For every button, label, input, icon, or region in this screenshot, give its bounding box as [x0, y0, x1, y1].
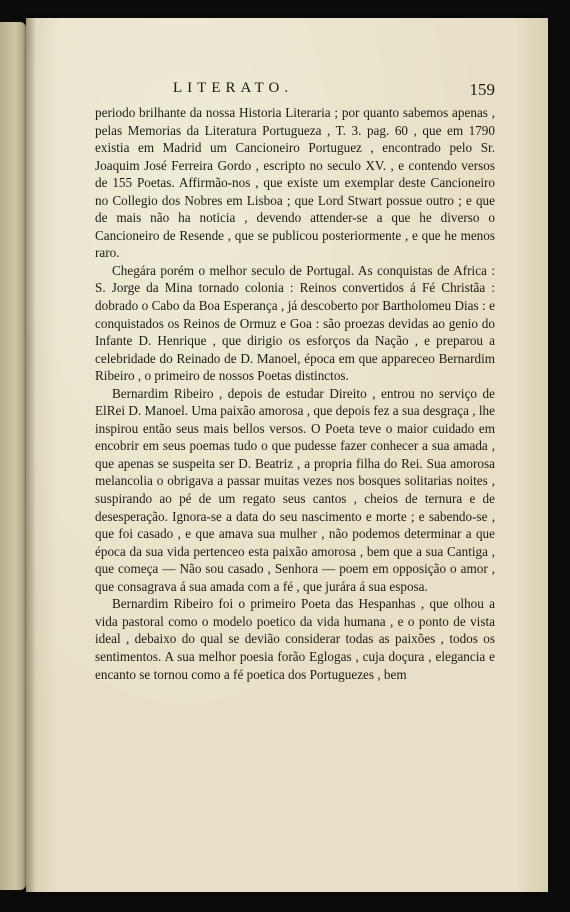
paragraph: Chegára porém o melhor seculo de Portugal. As conquistas de Africa : S. Jorge da Mina tornado colonia : Reinos convertidos á Fé Christãa : dobrado o Cabo da Boa Esperança , já descoberto por Bartholomeu Dias : e conquistados os Reinos de Ormuz e Goa : são proezas devidas ao genio do Infante D. Henrique , que dirigio os esforços da Nação , e preparou a celebridade do Reinado de D. Manoel, época em que appareceo Bernardim Ribeiro , o primeiro de nossos Poetas distinctos.	[95, 262, 495, 384]
page-gutter-shadow	[26, 18, 36, 892]
paragraph: periodo brilhante da nossa Historia Literaria ; por quanto sabemos apenas , pelas Memorias da Literatura Portugueza , T. 3. pag. 60 , que em 1790 existia em Madrid um Cancioneiro Portuguez , encontrado pelo Sr. Joaquim José Ferreira Gordo , escripto no seculo XV. , e contendo versos de 155 Poetas. Affirmão-nos , que existe um exemplar deste Cancioneiro no Collegio dos Nobres em Lisboa ; que Lord Stwart possue outro ; e que de mais não ha noticia , devendo attender-se a que he diverso o Cancioneiro de Resende , que se publicou posteriormente , e que he menos raro.	[95, 105, 495, 261]
page-header	[95, 80, 495, 102]
previous-page-edge	[0, 22, 26, 890]
page-number: 159	[469, 80, 495, 99]
running-head: LITERATO.	[173, 80, 294, 96]
paragraph: Bernardim Ribeiro foi o primeiro Poeta das Hespanhas , que olhou a vida pastoral como o modelo poetico da vida humana , e o ponto de vista ideal , debaixo do qual se devião considerar todas as paixões , todos os sentimentos. A sua melhor poesia forão Eglogas , cuja doçura , elegancia e encanto se tornou como a fé poetica dos Portuguezes , bem	[95, 596, 495, 682]
paragraph: Bernardim Ribeiro , depois de estudar Direito , entrou no serviço de ElRei D. Manoel. Uma paixão amorosa , que depois fez a sua desgraça , lhe inspirou então seus mais bellos versos. O Poeta teve o maior cuidado em encobrir em seus poemas tudo o que pudesse fazer conhecer a sua amada , que apenas se suspeita ser D. Beatriz , a propria filha do Rei. Sua amorosa melancolia o obrigava a passar muitas vezes nos bosques solitarias noites , suspirando ao pé de um regato seus cantos , cheios de ternura e de desesperação. Ignora-se a data do seu nascimento e morte ; e sabendo-se , que foi casado , e que amava sua mulher , não podemos determinar a que época da sua vida pertenceo esta paixão amorosa , bem que a sua Cantiga , que começa — Não sou casado , Senhora — poem em opposição o amor , que consagrava á sua amada com a fé , que jurára á sua esposa.	[95, 385, 495, 594]
body-text	[95, 104, 495, 683]
